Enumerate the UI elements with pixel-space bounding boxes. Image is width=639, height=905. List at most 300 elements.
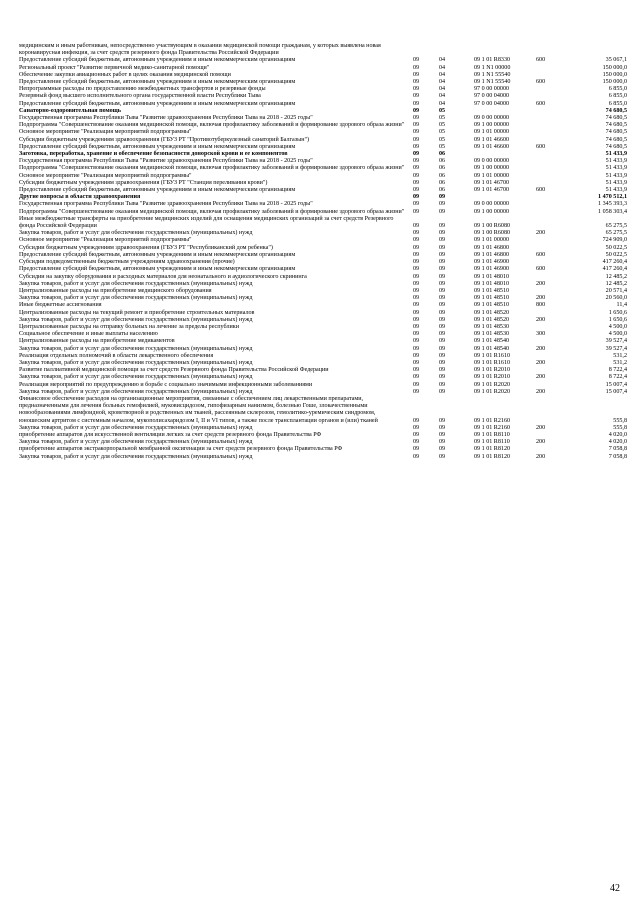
table-row	[19, 93, 627, 100]
row-section: 09	[413, 57, 420, 64]
row-name: Централизованные расходы на текущий ремонт и приобретение строительных материалов	[19, 309, 255, 316]
table-row	[19, 144, 627, 151]
row-expense-type	[536, 93, 574, 100]
row-target-article: 09 1 01 R8120	[474, 446, 511, 453]
row-subsection: 09	[439, 244, 446, 251]
row-subsection: 06	[439, 151, 446, 158]
table-row	[19, 425, 627, 432]
table-row	[19, 43, 627, 57]
row-name: Субсидии подведомственным бюджетным учреждениям здравоохранения (прочие)	[19, 259, 235, 266]
row-expense-type	[536, 396, 574, 425]
row-target-article: 09 1 01 48010	[474, 280, 510, 287]
row-section: 09	[413, 100, 420, 107]
row-section: 09	[413, 179, 420, 186]
table-row	[19, 72, 627, 79]
row-expense-type	[536, 216, 574, 230]
row-expense-type: 200	[536, 424, 546, 431]
row-expense-type: 600	[536, 79, 546, 86]
row-amount: 4 020,0	[608, 431, 627, 438]
table-row	[19, 57, 627, 64]
row-target-article: 09 1 01 48540	[474, 338, 510, 345]
row-amount: 51 433,9	[605, 165, 627, 172]
row-expense-type	[536, 209, 574, 216]
row-subsection: 09	[439, 201, 446, 208]
row-subsection	[439, 43, 474, 57]
table-row	[19, 173, 627, 180]
row-section: 09	[413, 388, 420, 395]
row-target-article: 09 1 01 48540	[474, 345, 510, 352]
table-row	[19, 374, 627, 381]
row-amount: 1 345 393,3	[598, 201, 627, 208]
row-target-article: 09 1 01 R1610	[474, 352, 511, 359]
row-subsection: 09	[439, 323, 446, 330]
row-target-article: 09 1 01 R2160	[474, 424, 511, 431]
row-subsection: 09	[439, 309, 446, 316]
row-expense-type	[536, 382, 574, 389]
row-name: Социальное обеспечение и иные выплаты населению	[19, 331, 158, 338]
row-subsection: 09	[439, 273, 446, 280]
row-name: Централизованные расходы на приобретение медикаментов	[19, 338, 175, 345]
row-expense-type	[536, 86, 574, 93]
row-name: Государственная программа Республики Тыва "Развитие здравоохранения Республики Тыва на 2018 - 2025 годы"	[19, 115, 313, 122]
row-section: 09	[413, 446, 420, 453]
row-section: 09	[413, 338, 420, 345]
row-name: Резервный фонд высшего исполнительного органа государственной власти Республики Тыва	[19, 93, 261, 100]
row-name: Закупка товаров, работ и услуг для обеспечения государственных (муниципальных) нужд	[19, 453, 253, 460]
row-expense-type	[536, 274, 574, 281]
row-subsection: 06	[439, 158, 446, 165]
row-subsection: 05	[439, 115, 446, 122]
row-section: 09	[413, 115, 420, 122]
row-amount: 417 260,4	[602, 266, 627, 273]
row-name: Заготовка, переработка, хранение и обеспечение безопасности донорской крови и ее компонентов	[19, 151, 288, 158]
row-expense-type	[536, 151, 574, 158]
row-target-article: 09 1 01 46600	[474, 136, 510, 143]
row-name: Развитие паллиативной медицинской помощи за счет средств Резервного фонда Правительства Российской Федерации	[19, 367, 329, 374]
row-target-article: 97 0 00 04000	[474, 93, 510, 100]
row-subsection: 09	[439, 359, 446, 366]
row-section: 09	[413, 323, 420, 330]
row-target-article: 09 1 01 48010	[474, 273, 510, 280]
row-subsection: 04	[439, 79, 446, 86]
row-subsection: 04	[439, 71, 446, 78]
row-target-article: 09 0 00 00000	[474, 158, 510, 165]
row-section	[413, 43, 439, 57]
row-expense-type	[536, 338, 574, 345]
table-row	[19, 252, 627, 259]
row-subsection: 09	[439, 302, 446, 309]
row-expense-type: 200	[536, 388, 546, 395]
table-row	[19, 310, 627, 317]
row-name: Реализация мероприятий по предупреждению и борьбе с социально значимыми инфекционными заболеваниями	[19, 381, 313, 388]
row-subsection: 04	[439, 86, 446, 93]
row-target-article: 09 1 01 48520	[474, 316, 510, 323]
row-name: Иные межбюджетные трансферты на приобретение медицинских изделий для оснащения медицинских организаций за счет средств Резервного фонда Российской Федерации	[19, 215, 394, 230]
row-target-article: 09 1 00 R6080	[474, 230, 511, 237]
row-amount	[574, 43, 627, 57]
row-subsection: 09	[439, 453, 446, 460]
row-target-article: 09 1 00 00000	[474, 208, 510, 215]
row-name: Непрограммные расходы по предоставлению межбюджетных трансфертов и резервные фонды	[19, 86, 266, 93]
row-amount: 15 007,4	[605, 388, 627, 395]
row-amount: 724 909,0	[602, 237, 627, 244]
row-section: 09	[413, 129, 420, 136]
row-subsection: 05	[439, 143, 446, 150]
row-section: 09	[413, 71, 420, 78]
row-amount: 11,4	[616, 302, 627, 309]
row-section: 09	[413, 79, 420, 86]
row-section: 09	[413, 230, 420, 237]
row-target-article: 09 1 01 R2020	[474, 381, 511, 388]
row-section: 09	[413, 136, 420, 143]
row-name: Закупка товаров, работ и услуг для обеспечения государственных (муниципальных) нужд	[19, 345, 253, 352]
row-name: Предоставление субсидий бюджетным, автономным учреждениям и иным некоммерческим организациям	[19, 79, 296, 86]
row-expense-type	[536, 65, 574, 72]
row-target-article: 09 1 01 R2020	[474, 388, 511, 395]
row-amount: 4 500,0	[608, 323, 627, 330]
row-target-article: 09 1 01 R8110	[474, 431, 510, 438]
row-target-article	[474, 151, 536, 158]
row-amount: 531,2	[613, 352, 627, 359]
row-amount: 8 722,4	[608, 367, 627, 374]
row-subsection: 09	[439, 295, 446, 302]
row-subsection: 09	[439, 230, 446, 237]
row-subsection: 09	[439, 259, 446, 266]
row-subsection: 05	[439, 136, 446, 143]
row-target-article: 97 0 00 04000	[474, 100, 510, 107]
row-target-article: 09 1 01 46800	[474, 251, 510, 258]
row-target-article	[474, 43, 536, 57]
row-target-article: 09 0 00 00000	[474, 201, 510, 208]
row-amount: 74 680,5	[605, 136, 627, 143]
row-target-article: 09 1 01 R8120	[474, 453, 511, 460]
row-expense-type	[536, 180, 574, 187]
row-name: Обеспечение закупки авиационных работ в целях оказания медицинской помощи	[19, 71, 231, 78]
row-expense-type	[536, 237, 574, 244]
row-name: Санаторно-оздоровительная помощь	[19, 107, 122, 114]
row-subsection: 09	[439, 331, 446, 338]
table-row	[19, 281, 627, 288]
table-row	[19, 446, 627, 453]
row-target-article: 09 1 01 R8110	[474, 439, 510, 446]
row-target-article: 09 1 01 R2010	[474, 374, 511, 381]
row-amount: 4 020,0	[608, 439, 627, 446]
row-target-article: 09 1 01 00000	[474, 129, 510, 136]
row-section: 09	[413, 194, 420, 201]
row-expense-type	[536, 158, 574, 165]
row-section: 09	[413, 316, 420, 323]
row-amount: 74 680,5	[605, 115, 627, 122]
row-name: Закупка товаров, работ и услуг для обеспечения государственных (муниципальных) нужд	[19, 295, 253, 302]
row-target-article	[474, 194, 536, 201]
budget-rows	[19, 43, 627, 461]
row-expense-type: 600	[536, 251, 546, 258]
row-amount: 65 275,5	[605, 230, 627, 237]
table-row	[19, 108, 627, 115]
row-target-article: 09 1 00 00000	[474, 165, 510, 172]
row-amount: 7 058,8	[608, 453, 627, 460]
row-name: Закупка товаров, работ и услуг для обеспечения государственных (муниципальных) нужд	[19, 439, 253, 446]
row-name: Закупка товаров, работ и услуг для обеспечения государственных (муниципальных) нужд	[19, 230, 253, 237]
row-section: 09	[413, 331, 420, 338]
row-amount: 6 855,0	[608, 93, 627, 100]
table-row	[19, 129, 627, 136]
row-subsection: 09	[439, 251, 446, 258]
row-amount: 1 058 303,4	[598, 208, 627, 215]
row-section: 09	[413, 453, 420, 460]
row-amount: 39 527,4	[605, 338, 627, 345]
row-expense-type: 200	[536, 359, 546, 366]
row-target-article: 09 0 00 00000	[474, 115, 510, 122]
row-name: медицинским и иным работникам, непосредственно участвующим в оказании медицинской помощи гражданам, у которых выявлена новая коронавирусная инфекция, за счет средств резервного фонда Правительства Российской Федерации	[19, 43, 381, 57]
row-amount: 51 433,9	[605, 172, 627, 179]
row-expense-type: 200	[536, 345, 546, 352]
row-section: 09	[413, 302, 420, 309]
row-amount: 8 722,4	[608, 374, 627, 381]
row-subsection: 06	[439, 165, 446, 172]
row-section: 09	[413, 266, 420, 273]
row-amount: 35 067,1	[605, 57, 627, 64]
row-expense-type	[536, 108, 574, 115]
row-section: 09	[413, 374, 420, 381]
row-section: 09	[413, 223, 420, 230]
row-name: Централизованные расходы на приобретение медицинского оборудования	[19, 287, 212, 294]
row-section: 09	[413, 352, 420, 359]
table-row	[19, 317, 627, 324]
table-row	[19, 302, 627, 309]
table-row	[19, 389, 627, 396]
row-amount: 65 275,5	[605, 223, 627, 230]
row-name: Региональный проект "Развитие первичной медико-санитарной помощи"	[19, 64, 210, 71]
table-row	[19, 274, 627, 281]
row-subsection: 09	[439, 208, 446, 215]
row-target-article: 09 1 01 48530	[474, 323, 510, 330]
row-expense-type: 600	[536, 187, 546, 194]
row-amount: 15 007,4	[605, 381, 627, 388]
row-name: Предоставление субсидий бюджетным, автономным учреждениям и иным некоммерческим организациям	[19, 187, 296, 194]
row-amount: 51 433,9	[605, 187, 627, 194]
row-name: Государственная программа Республики Тыва "Развитие здравоохранения Республики Тыва на 2018 - 2025 годы"	[19, 158, 313, 165]
row-section: 09	[413, 259, 420, 266]
row-name: Предоставление субсидий бюджетным, автономным учреждениям и иным некоммерческим организациям	[19, 100, 296, 107]
row-subsection: 09	[439, 316, 446, 323]
row-section: 09	[413, 309, 420, 316]
row-amount: 150 000,0	[602, 79, 627, 86]
row-expense-type	[536, 137, 574, 144]
row-expense-type	[536, 165, 574, 172]
row-name: Реализация отдельных полномочий в области лекарственного обеспечения	[19, 352, 214, 359]
table-row	[19, 245, 627, 252]
row-expense-type	[536, 288, 574, 295]
row-subsection: 04	[439, 64, 446, 71]
row-amount: 1 650,6	[608, 309, 627, 316]
row-expense-type: 800	[536, 302, 546, 309]
row-amount: 74 680,5	[605, 122, 627, 129]
row-amount: 555,8	[613, 417, 627, 424]
row-section: 09	[413, 417, 420, 424]
row-target-article: 09 1 N1 55540	[474, 71, 511, 78]
row-expense-type	[536, 194, 574, 201]
table-row	[19, 65, 627, 72]
row-amount: 12 485,2	[605, 280, 627, 287]
row-section: 09	[413, 381, 420, 388]
row-amount: 51 433,9	[605, 158, 627, 165]
row-expense-type	[536, 43, 574, 57]
table-row	[19, 180, 627, 187]
row-name: Закупка товаров, работ и услуг для обеспечения государственных (муниципальных) нужд	[19, 424, 253, 431]
row-subsection: 09	[439, 388, 446, 395]
row-target-article: 09 1 01 R1610	[474, 359, 511, 366]
row-expense-type	[536, 201, 574, 208]
row-expense-type: 200	[536, 316, 546, 323]
row-target-article: 09 1 01 R2010	[474, 367, 511, 374]
row-expense-type	[536, 310, 574, 317]
row-subsection: 09	[439, 352, 446, 359]
row-amount: 50 022,5	[605, 251, 627, 258]
row-name: Субсидии бюджетным учреждениям здравоохранения (ГБУЗ РТ "Станция переливания крови")	[19, 179, 268, 186]
row-target-article: 09 1 01 48510	[474, 302, 510, 309]
row-expense-type: 200	[536, 280, 546, 287]
row-target-article: 09 1 01 48530	[474, 331, 510, 338]
row-section: 09	[413, 86, 420, 93]
row-amount: 150 000,0	[602, 71, 627, 78]
row-subsection: 09	[439, 287, 446, 294]
row-expense-type: 200	[536, 295, 546, 302]
table-row	[19, 201, 627, 208]
row-expense-type	[536, 432, 574, 439]
row-target-article: 09 1 00 R6080	[474, 223, 511, 230]
row-amount: 4 500,0	[608, 331, 627, 338]
row-name: Закупка товаров, работ и услуг для обеспечения государственных (муниципальных) нужд	[19, 280, 253, 287]
row-expense-type	[536, 173, 574, 180]
row-subsection: 09	[439, 431, 446, 438]
row-target-article: 09 1 01 48510	[474, 295, 510, 302]
row-name: Закупка товаров, работ и услуг для обеспечения государственных (муниципальных) нужд	[19, 374, 253, 381]
row-subsection: 09	[439, 367, 446, 374]
row-name: Подпрограмма "Совершенствование оказания медицинской помощи, включая профилактику заболеваний и формирование здорового образа жизни"	[19, 122, 405, 129]
row-expense-type: 600	[536, 100, 546, 107]
table-row	[19, 137, 627, 144]
row-target-article	[474, 108, 536, 115]
row-amount: 39 527,4	[605, 345, 627, 352]
row-expense-type: 300	[536, 331, 546, 338]
row-expense-type	[536, 446, 574, 453]
row-amount: 1 470 512,1	[598, 194, 627, 201]
row-subsection: 04	[439, 57, 446, 64]
row-subsection: 04	[439, 93, 446, 100]
row-section: 09	[413, 251, 420, 258]
row-expense-type: 200	[536, 230, 546, 237]
row-subsection: 09	[439, 446, 446, 453]
row-target-article: 09 1 01 46900	[474, 266, 510, 273]
row-name: Закупка товаров, работ и услуг для обеспечения государственных (муниципальных) нужд	[19, 316, 253, 323]
table-row	[19, 353, 627, 360]
row-target-article: 09 1 01 R8330	[474, 57, 511, 64]
row-name: Основное мероприятие "Реализация мероприятий подпрограммы"	[19, 237, 192, 244]
row-section: 09	[413, 287, 420, 294]
row-name: Подпрограмма "Совершенствование оказания медицинской помощи, включая профилактику заболеваний и формирование здорового образа жизни"	[19, 165, 405, 172]
row-amount: 12 485,2	[605, 273, 627, 280]
row-section: 09	[413, 439, 420, 446]
row-target-article: 09 1 01 48520	[474, 309, 510, 316]
row-section: 09	[413, 165, 420, 172]
row-target-article: 97 0 00 00000	[474, 86, 510, 93]
row-section: 09	[413, 172, 420, 179]
row-subsection: 04	[439, 100, 446, 107]
row-amount: 417 260,4	[602, 259, 627, 266]
table-row	[19, 338, 627, 345]
row-subsection: 09	[439, 345, 446, 352]
row-name: Финансовое обеспечение расходов на организационные мероприятия, связанные с обеспечением лиц лекарственными препаратами, предназначенными для лечения больных гемофилией, муковисцидозом, гипофизарным нанизмом, болезнью Гоше, злокачественными новообразованиями лимфоидной, кроветворной и родственных им тканей, рассеянным склерозом, гемолитико-уремическим синдромом, юношеским артритом с системным началом, мукополисахаридозом I, II и VI типов, а также после трансплантации органов и (или) тканей	[19, 395, 378, 424]
row-name: Закупка товаров, работ и услуг для обеспечения государственных (муниципальных) нужд	[19, 388, 253, 395]
row-section: 09	[413, 143, 420, 150]
row-expense-type	[536, 353, 574, 360]
row-section: 09	[413, 93, 420, 100]
row-amount: 6 855,0	[608, 86, 627, 93]
row-expense-type	[536, 245, 574, 252]
row-section: 09	[413, 208, 420, 215]
row-amount: 50 022,5	[605, 244, 627, 251]
row-amount: 7 058,8	[608, 446, 627, 453]
row-subsection: 09	[439, 424, 446, 431]
row-section: 09	[413, 424, 420, 431]
row-name: Централизованные расходы на отправку больных на лечение за пределы республики	[19, 323, 239, 330]
row-section: 09	[413, 295, 420, 302]
row-subsection: 05	[439, 107, 446, 114]
row-name: Государственная программа Республики Тыва "Развитие здравоохранения Республики Тыва на 2018 - 2025 годы"	[19, 201, 313, 208]
row-subsection: 06	[439, 172, 446, 179]
row-section: 09	[413, 201, 420, 208]
row-subsection: 09	[439, 417, 446, 424]
row-expense-type	[536, 115, 574, 122]
row-section: 09	[413, 359, 420, 366]
row-expense-type: 200	[536, 453, 546, 460]
row-target-article: 09 1 01 46800	[474, 244, 510, 251]
row-section: 09	[413, 187, 420, 194]
row-target-article: 09 1 N1 55540	[474, 79, 511, 86]
row-subsection: 05	[439, 129, 446, 136]
row-expense-type: 600	[536, 143, 546, 150]
row-target-article: 09 1 01 48510	[474, 287, 510, 294]
row-section: 09	[413, 280, 420, 287]
row-amount: 74 680,5	[605, 129, 627, 136]
row-name: Предоставление субсидий бюджетным, автономным учреждениям и иным некоммерческим организациям	[19, 251, 296, 258]
row-section: 09	[413, 273, 420, 280]
row-section: 09	[413, 367, 420, 374]
row-subsection: 09	[439, 381, 446, 388]
row-subsection: 09	[439, 374, 446, 381]
row-subsection: 09	[439, 194, 446, 201]
row-name: Предоставление субсидий бюджетным, автономным учреждениям и иным некоммерческим организациям	[19, 266, 296, 273]
row-subsection: 05	[439, 122, 446, 129]
row-name: приобретение аппаратов экстракорпоральной мембранной оксигенации за счет средств резервного фонда Правительства РФ	[19, 446, 343, 453]
table-row	[19, 165, 627, 172]
page-number: 42	[610, 883, 620, 894]
row-section: 09	[413, 151, 420, 158]
row-amount: 51 433,9	[605, 151, 627, 158]
table-row	[19, 209, 627, 216]
row-target-article: 09 1 01 46700	[474, 179, 510, 186]
row-subsection: 06	[439, 179, 446, 186]
row-subsection: 09	[439, 338, 446, 345]
table-row	[19, 295, 627, 302]
row-section: 09	[413, 64, 420, 71]
row-subsection: 09	[439, 237, 446, 244]
row-target-article: 09 1 00 00000	[474, 122, 510, 129]
row-amount: 150 000,0	[602, 64, 627, 71]
row-expense-type: 600	[536, 266, 546, 273]
table-row	[19, 101, 627, 108]
